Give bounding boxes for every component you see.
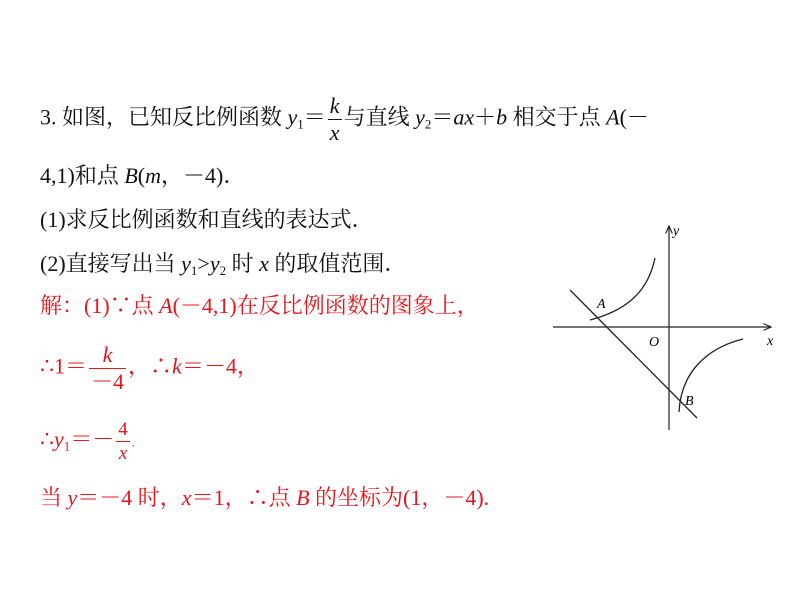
problem-line-2: 4,1)和点 B(m，－4)． — [40, 163, 246, 188]
function-graph — [545, 222, 785, 442]
solution-line-2: ∴1＝ $\frac{k}{-4}$ ，∴k＝－4， — [40, 342, 259, 394]
fraction-k-over-neg4: $\frac{k}{-4}$ — [91, 342, 125, 394]
fraction-4-over-x: $\frac{4}{x}$ — [118, 419, 128, 464]
problem-line-1: 3. 如图，已知反比例函数 $y_1=$ $\frac{k}{x}$ 与直线 $y_2=ax+b$ 相交于点 A(－ — [40, 93, 649, 145]
point-b-label: B — [685, 394, 694, 409]
solution-line-4: 当 y＝－4 时，x＝1，∴点 B 的坐标为(1，－4). — [40, 485, 490, 510]
question-1: (1)求反比例函数和直线的表达式． — [40, 207, 374, 232]
fraction-k-over-x: $\frac{k}{x}$ — [329, 93, 340, 145]
straight-line-ab — [570, 290, 697, 418]
y-axis-label: y — [673, 224, 680, 239]
solution-line-3: $\therefore y_1=-$ $\frac{4}{x}$ . — [40, 419, 135, 464]
point-a-label: A — [597, 297, 606, 312]
x-axis-label: x — [767, 334, 774, 349]
problem-number: 3 — [40, 104, 51, 130]
origin-label: O — [649, 335, 660, 350]
solution-line-1: 解：(1)∵点 A(－4,1)在反比例函数的图象上， — [40, 293, 479, 318]
question-2: (2)直接写出当 $y_1>y_2$ 时 x 的取值范围． — [40, 251, 407, 278]
